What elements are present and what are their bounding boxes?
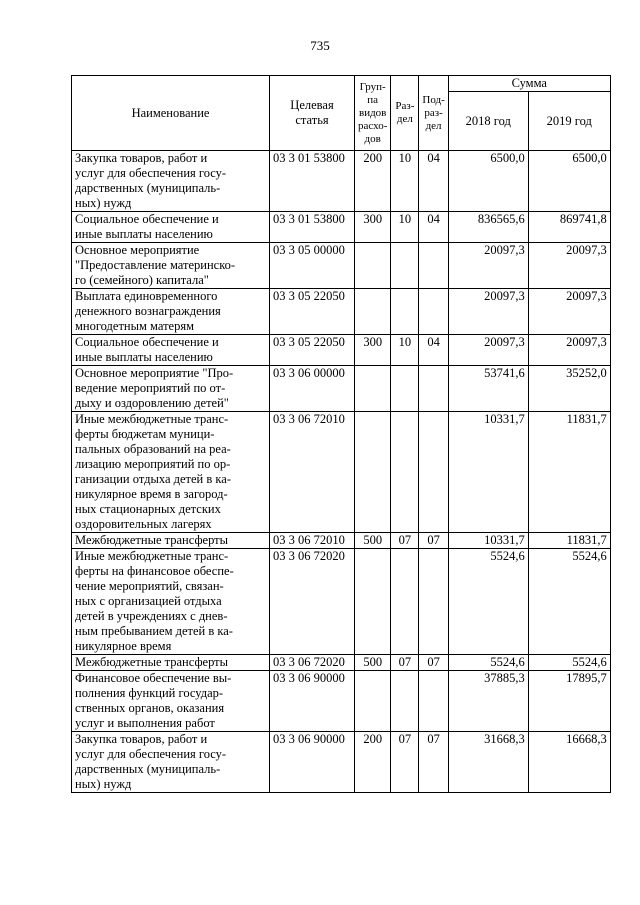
row-name-line: Межбюджетные трансферты bbox=[75, 655, 229, 669]
row-name-line: Основное мероприятие "Про- bbox=[75, 366, 234, 380]
row-sum-2018: 31668,3 bbox=[448, 732, 528, 793]
row-target-code: 03 3 01 53800 bbox=[270, 151, 355, 212]
row-name-line: Закупка товаров, работ и bbox=[75, 732, 208, 746]
header-target-text: Целевая статья bbox=[290, 98, 334, 127]
row-name bbox=[72, 412, 270, 533]
row-name bbox=[72, 549, 270, 655]
row-subsection bbox=[419, 243, 448, 289]
row-name bbox=[72, 533, 270, 549]
row-name-line: оздоровительных лагерях bbox=[75, 517, 212, 531]
row-name-line: детей в учреждениях с днев- bbox=[75, 609, 228, 623]
row-target-code: 03 3 06 72010 bbox=[270, 412, 355, 533]
table-row bbox=[72, 243, 611, 289]
row-subsection: 04 bbox=[419, 335, 448, 366]
row-section: 07 bbox=[391, 732, 419, 793]
row-sum-2018: 10331,7 bbox=[448, 412, 528, 533]
row-section: 10 bbox=[391, 335, 419, 366]
row-section: 10 bbox=[391, 151, 419, 212]
table-row bbox=[72, 732, 611, 793]
row-name-line: Иные межбюджетные транс- bbox=[75, 412, 229, 426]
row-name-line: Выплата единовременного bbox=[75, 289, 218, 303]
row-name-line: ферты бюджетам муници- bbox=[75, 427, 215, 441]
row-name-line: дарственных (муниципаль- bbox=[75, 762, 221, 776]
row-subsection: 04 bbox=[419, 151, 448, 212]
row-sum-2018: 6500,0 bbox=[448, 151, 528, 212]
row-name-line: ферты на финансовое обеспе- bbox=[75, 564, 234, 578]
row-name-line: Закупка товаров, работ и bbox=[75, 151, 208, 165]
table-row bbox=[72, 671, 611, 732]
table-row bbox=[72, 366, 611, 412]
row-target-code: 03 3 06 72020 bbox=[270, 655, 355, 671]
row-section bbox=[391, 671, 419, 732]
row-name-line: ственных органов, оказания bbox=[75, 701, 225, 715]
row-section bbox=[391, 549, 419, 655]
row-name-line: никулярное время в загород- bbox=[75, 487, 228, 501]
table-row bbox=[72, 289, 611, 335]
row-expense-group bbox=[355, 243, 391, 289]
row-subsection: 04 bbox=[419, 212, 448, 243]
row-section: 07 bbox=[391, 655, 419, 671]
row-expense-group: 500 bbox=[355, 533, 391, 549]
row-name-line: Межбюджетные трансферты bbox=[75, 533, 229, 547]
table-row bbox=[72, 151, 611, 212]
row-name-line: дарственных (муниципаль- bbox=[75, 181, 221, 195]
budget-table bbox=[71, 75, 611, 793]
row-sum-2019: 5524,6 bbox=[528, 549, 610, 655]
row-subsection bbox=[419, 289, 448, 335]
row-sum-2018: 836565,6 bbox=[448, 212, 528, 243]
row-sum-2019: 20097,3 bbox=[528, 289, 610, 335]
row-sum-2018: 20097,3 bbox=[448, 243, 528, 289]
row-sum-2019: 6500,0 bbox=[528, 151, 610, 212]
row-name-line: услуг для обеспечения госу- bbox=[75, 747, 227, 761]
row-sum-2019: 20097,3 bbox=[528, 243, 610, 289]
row-name bbox=[72, 212, 270, 243]
row-sum-2019: 17895,7 bbox=[528, 671, 610, 732]
row-name-line: Иные межбюджетные транс- bbox=[75, 549, 229, 563]
row-target-code: 03 3 01 53800 bbox=[270, 212, 355, 243]
row-target-code: 03 3 06 00000 bbox=[270, 366, 355, 412]
row-expense-group bbox=[355, 366, 391, 412]
header-year-2019: 2019 год bbox=[528, 92, 610, 151]
row-target-code: 03 3 06 72020 bbox=[270, 549, 355, 655]
row-sum-2018: 53741,6 bbox=[448, 366, 528, 412]
row-name bbox=[72, 335, 270, 366]
header-sum: Сумма bbox=[448, 76, 610, 92]
row-name-line: дыху и оздоровлению детей" bbox=[75, 396, 229, 410]
row-target-code: 03 3 06 72010 bbox=[270, 533, 355, 549]
row-section: 07 bbox=[391, 533, 419, 549]
row-section bbox=[391, 412, 419, 533]
row-name-line: ведение мероприятий по от- bbox=[75, 381, 226, 395]
row-sum-2019: 11831,7 bbox=[528, 412, 610, 533]
table-row bbox=[72, 212, 611, 243]
table-row bbox=[72, 533, 611, 549]
row-sum-2019: 11831,7 bbox=[528, 533, 610, 549]
table-row bbox=[72, 549, 611, 655]
row-sum-2019: 35252,0 bbox=[528, 366, 610, 412]
row-name-line: ных стационарных детских bbox=[75, 502, 221, 516]
row-name-line: никулярное время bbox=[75, 639, 172, 653]
header-group: Груп- па видов расхо- дов bbox=[355, 76, 391, 151]
row-name-line: иные выплаты населению bbox=[75, 350, 213, 364]
row-target-code: 03 3 05 00000 bbox=[270, 243, 355, 289]
row-subsection: 07 bbox=[419, 533, 448, 549]
row-subsection bbox=[419, 549, 448, 655]
row-target-code: 03 3 05 22050 bbox=[270, 335, 355, 366]
row-subsection: 07 bbox=[419, 655, 448, 671]
row-sum-2019: 5524,6 bbox=[528, 655, 610, 671]
row-name bbox=[72, 366, 270, 412]
row-sum-2019: 869741,8 bbox=[528, 212, 610, 243]
row-expense-group: 300 bbox=[355, 212, 391, 243]
row-expense-group: 300 bbox=[355, 335, 391, 366]
header-subsection: Под- раз- дел bbox=[419, 76, 448, 151]
row-name-line: ных) нужд bbox=[75, 777, 132, 791]
row-name-line: Финансовое обеспечение вы- bbox=[75, 671, 232, 685]
row-section bbox=[391, 243, 419, 289]
row-name-line: "Предоставление материнско- bbox=[75, 258, 236, 272]
row-sum-2018: 5524,6 bbox=[448, 655, 528, 671]
row-name-line: услуг для обеспечения госу- bbox=[75, 166, 227, 180]
row-name-line: го (семейного) капитала" bbox=[75, 273, 209, 287]
row-name-line: услуг и выполнения работ bbox=[75, 716, 215, 730]
header-section: Раз- дел bbox=[391, 76, 419, 151]
row-name bbox=[72, 243, 270, 289]
row-name-line: денежного вознаграждения bbox=[75, 304, 221, 318]
row-subsection bbox=[419, 366, 448, 412]
row-sum-2019: 20097,3 bbox=[528, 335, 610, 366]
row-name bbox=[72, 732, 270, 793]
row-expense-group: 500 bbox=[355, 655, 391, 671]
table-body bbox=[72, 151, 611, 793]
row-target-code: 03 3 05 22050 bbox=[270, 289, 355, 335]
table-row bbox=[72, 412, 611, 533]
row-name bbox=[72, 151, 270, 212]
row-target-code: 03 3 06 90000 bbox=[270, 732, 355, 793]
header-row bbox=[72, 76, 611, 92]
row-name-line: полнения функций государ- bbox=[75, 686, 224, 700]
header-target bbox=[270, 76, 355, 151]
row-name-line: многодетным матерям bbox=[75, 319, 195, 333]
row-sum-2018: 20097,3 bbox=[448, 335, 528, 366]
row-subsection: 07 bbox=[419, 732, 448, 793]
row-section bbox=[391, 366, 419, 412]
row-target-code: 03 3 06 90000 bbox=[270, 671, 355, 732]
row-name-line: ганизации отдыха детей в ка- bbox=[75, 472, 231, 486]
row-name-line: ным пребыванием детей в ка- bbox=[75, 624, 233, 638]
row-name-line: пальных образований на реа- bbox=[75, 442, 231, 456]
row-sum-2018: 37885,3 bbox=[448, 671, 528, 732]
header-name: Наименование bbox=[72, 76, 270, 151]
row-expense-group bbox=[355, 549, 391, 655]
row-expense-group bbox=[355, 289, 391, 335]
row-subsection bbox=[419, 671, 448, 732]
row-expense-group: 200 bbox=[355, 151, 391, 212]
row-section bbox=[391, 289, 419, 335]
row-sum-2018: 10331,7 bbox=[448, 533, 528, 549]
row-expense-group: 200 bbox=[355, 732, 391, 793]
row-name-line: Социальное обеспечение и bbox=[75, 335, 219, 349]
row-name-line: Основное мероприятие bbox=[75, 243, 200, 257]
row-expense-group bbox=[355, 412, 391, 533]
table-row bbox=[72, 335, 611, 366]
row-name bbox=[72, 671, 270, 732]
row-sum-2019: 16668,3 bbox=[528, 732, 610, 793]
row-name-line: иные выплаты населению bbox=[75, 227, 213, 241]
header-year-2018: 2018 год bbox=[448, 92, 528, 151]
row-name-line: чение мероприятий, связан- bbox=[75, 579, 224, 593]
row-subsection bbox=[419, 412, 448, 533]
row-name bbox=[72, 289, 270, 335]
row-expense-group bbox=[355, 671, 391, 732]
row-sum-2018: 5524,6 bbox=[448, 549, 528, 655]
row-sum-2018: 20097,3 bbox=[448, 289, 528, 335]
row-name bbox=[72, 655, 270, 671]
row-name-line: ных) нужд bbox=[75, 196, 132, 210]
table-row bbox=[72, 655, 611, 671]
row-section: 10 bbox=[391, 212, 419, 243]
row-name-line: Социальное обеспечение и bbox=[75, 212, 219, 226]
page-number: 735 bbox=[310, 38, 330, 53]
row-name-line: ных с организацией отдыха bbox=[75, 594, 222, 608]
row-name-line: лизацию мероприятий по ор- bbox=[75, 457, 231, 471]
